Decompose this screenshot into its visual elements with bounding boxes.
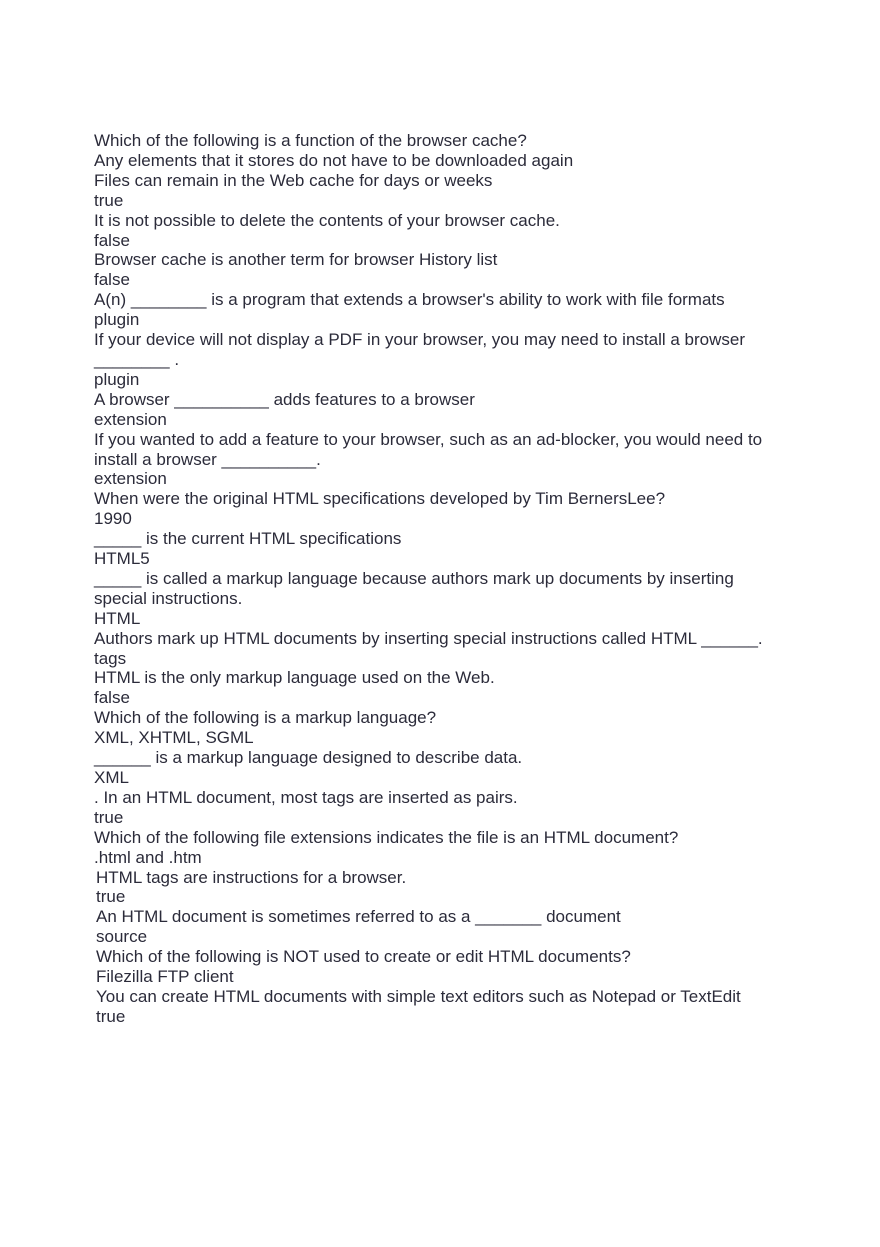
question-text: An HTML document is sometimes referred to as a _______ document (96, 907, 621, 927)
answer-text: HTML (94, 608, 141, 628)
answer-text: tags (94, 648, 127, 668)
question-text: When were the original HTML specifications developed by Tim BernersLee? (94, 489, 666, 509)
question-text: If you wanted to add a feature to your browser, such as an ad-blocker, you would need to install a browser __________. (94, 429, 763, 469)
quiz-text-body (94, 131, 774, 1027)
answer-text: plugin (94, 369, 140, 389)
question-text: Browser cache is another term for browser History list (94, 250, 498, 270)
question-text: HTML tags are instructions for a browser. (96, 867, 407, 887)
question-text: . In an HTML document, most tags are inserted as pairs. (94, 787, 518, 807)
answer-text: Filezilla FTP client (96, 967, 234, 987)
answer-text: extension (94, 469, 167, 489)
question-text: Which of the following file extensions indicates the file is an HTML document? (94, 827, 679, 847)
answer-text: Any elements that it stores do not have to be downloaded again (94, 150, 574, 170)
answer-text: false (94, 688, 130, 708)
answer-text: false (94, 270, 130, 290)
question-text: ______ is a markup language designed to describe data. (94, 748, 523, 768)
question-text: You can create HTML documents with simple text editors such as Notepad or TextEdit (96, 986, 741, 1006)
answer-text: source (96, 927, 148, 947)
answer-text: false (94, 230, 130, 250)
answer-text: true (96, 887, 126, 907)
answer-text: true (94, 807, 124, 827)
question-text: Which of the following is NOT used to create or edit HTML documents? (96, 947, 631, 967)
answer-text: extension (94, 409, 167, 429)
question-text: Files can remain in the Web cache for days or weeks (94, 170, 493, 190)
question-text: _____ is the current HTML specifications (94, 529, 402, 549)
question-text: HTML is the only markup language used on the Web. (94, 668, 495, 688)
question-text: It is not possible to delete the contents of your browser cache. (94, 210, 560, 230)
question-text: Which of the following is a function of the browser cache? (94, 131, 527, 150)
answer-text: .html and .htm (94, 847, 202, 867)
answer-text: XML (94, 768, 129, 787)
question-text: A browser __________ adds features to a browser (94, 389, 475, 409)
question-text: _____ is called a markup language because authors mark up documents by inserting special instructions. (94, 568, 734, 608)
answer-text: plugin (94, 310, 140, 330)
answer-text: true (94, 190, 124, 210)
answer-text: true (96, 1006, 126, 1026)
answer-text: 1990 (94, 509, 132, 529)
question-text: If your device will not display a PDF in your browser, you may need to install a browser ________ . (94, 330, 746, 369)
answer-text: XML, XHTML, SGML (94, 728, 254, 748)
answer-text: HTML5 (94, 549, 150, 569)
question-text: Which of the following is a markup language? (94, 708, 437, 728)
question-text: A(n) ________ is a program that extends a browser's ability to work with file formats (94, 290, 725, 310)
question-text: Authors mark up HTML documents by inserting special instructions called HTML ______. (94, 628, 763, 648)
